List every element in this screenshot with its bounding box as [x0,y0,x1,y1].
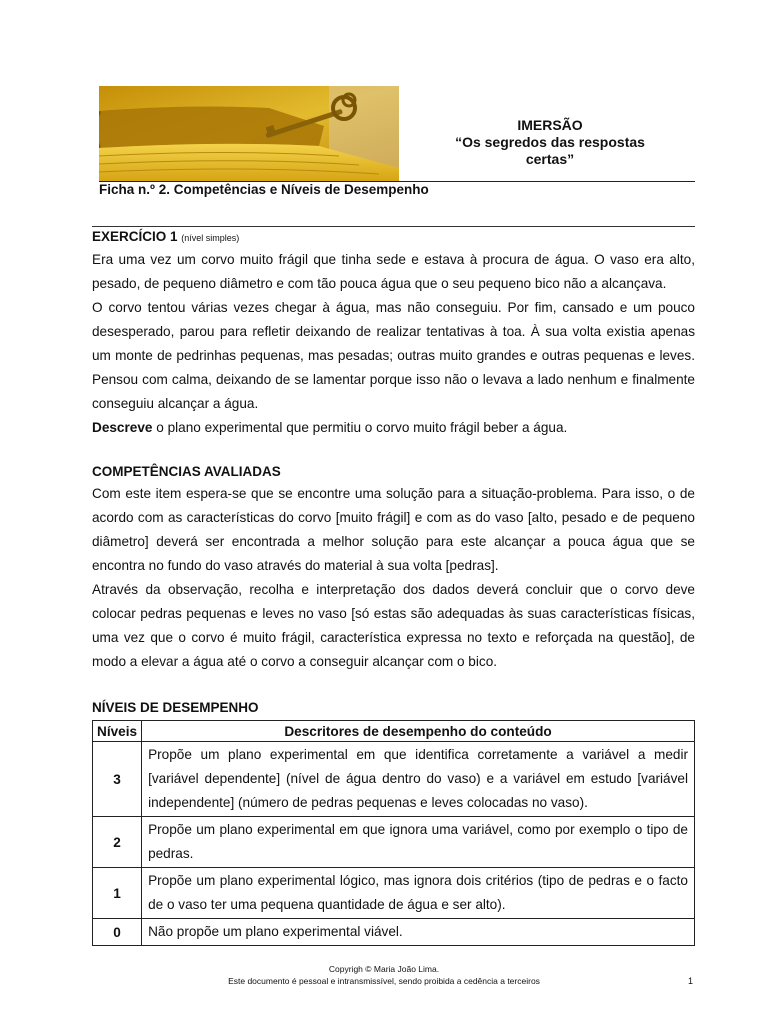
page-number: 1 [688,976,694,986]
table-row [93,742,695,817]
levels-table-header-row [93,721,695,742]
exercise-heading [92,227,695,248]
exercise-level-note: (nível simples) [181,233,240,243]
task-text: o plano experimental que permitiu o corvo muito frágil beber a água. [152,420,568,435]
copyright-text: Copyrigh © Maria João Lima. [328,964,440,974]
exercise-title: EXERCÍCIO 1 [92,229,178,244]
descriptor-cell: Propõe um plano experimental lógico, mas ignora dois critérios (tipo de pedras e o facto de o vaso ter uma pequena quantidade de água e ser alto). [142,868,695,919]
page-footer [0,963,768,987]
levels-title: NÍVEIS DE DESEMPENHO [92,700,259,715]
exercise-paragraph-2: O corvo tentou várias vezes chegar à água, mas não conseguiu. Por fim, cansado e um pouco desesperado, parou para refletir deixando de realizar tentativas à toa. À sua volta existia apenas um monte de pedrinhas pequenas, mas pesadas; outras muito grandes e outras pequenas e leves. Pensou com calma, deixando de se lamentar porque isso não o levava a lado nenhum e finalmente conseguiu alcançar a água. [92,300,695,411]
exercise-paragraph-1: Era uma vez um corvo muito frágil que tinha sede e estava à procura de água. O vaso era alto, pesado, de pequeno diâmetro e com tão pouca água que o seu pequeno bico não a alcançava. [92,252,695,291]
exercise-task [92,416,695,440]
descriptor-cell: Propõe um plano experimental em que ignora uma variável, como por exemplo o tipo de pedras. [142,817,695,868]
level-cell: 1 [93,868,142,919]
level-cell: 2 [93,817,142,868]
descriptor-cell: Propõe um plano experimental em que identifica corretamente a variável a medir [variável dependente] (nível de água dentro do vaso) e a variável em estudo [variável independente] (número de pedras pequenas e leves colocadas no vaso). [142,742,695,817]
competencies-paragraph-2: Através da observação, recolha e interpretação dos dados deverá concluir que o corvo deve colocar pedras pequenas e leves no vaso [só estas são adequadas às suas características físicas, uma vez que o corvo é muito frágil, característica expressa no texto e reforçada na questão], de modo a elevar a água até o corvo a conseguir alcançar com o bico. [92,582,695,669]
descriptors-column-header: Descritores de desempenho do conteúdo [142,721,695,742]
ficha-title: Ficha n.º 2. Competências e Níveis de Desempenho [99,182,429,197]
level-cell: 3 [93,742,142,817]
task-verb: Descreve [92,420,153,435]
levels-table [92,720,695,946]
book-and-key-image [99,86,399,181]
competencies-title: COMPETÊNCIAS AVALIADAS [92,464,281,479]
descriptor-cell: Não propõe um plano experimental viável. [142,919,695,946]
footer-notice: Este documento é pessoal e intransmissível, sendo proibida a cedência a terceiros [228,976,540,986]
level-cell: 0 [93,919,142,946]
header-title: IMERSÃO [517,117,583,133]
competencies-paragraph-1: Com este item espera-se que se encontre uma solução para a situação-problema. Para isso, o de acordo com as características do corvo [muito frágil] e com as do vaso [alto, pesado e de pequeno diâmetro] deverá ser encontrada a melhor solução para este alcançar a pouca água que se encontra no fundo do vaso através do material à sua volta [pedras]. [92,486,695,573]
header-title-block [430,117,670,168]
table-row [93,919,695,946]
main-content [92,227,695,946]
levels-column-header: Níveis [93,721,142,742]
table-row [93,817,695,868]
header-subtitle: “Os segredos das respostas certas” [455,134,645,167]
table-row [93,868,695,919]
